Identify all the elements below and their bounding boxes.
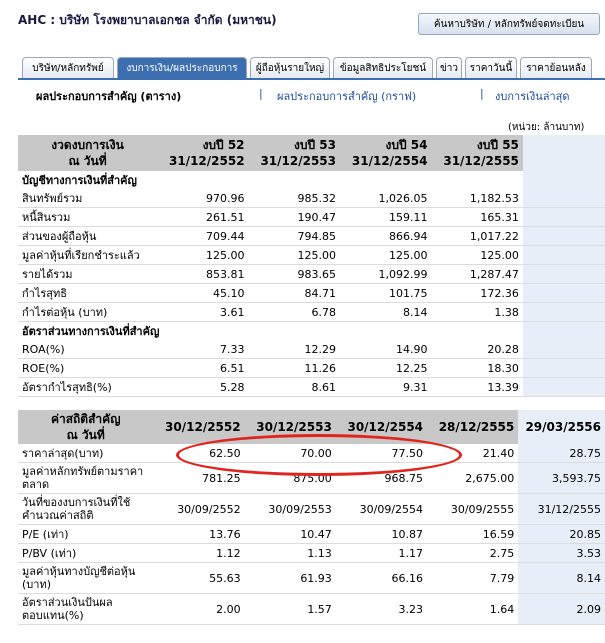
sub-navigation bbox=[0, 87, 605, 103]
subnav-separator: | bbox=[259, 87, 263, 100]
value-cell: 190.47 bbox=[249, 208, 340, 227]
value-cell: 101.75 bbox=[340, 284, 431, 303]
value-cell: 985.32 bbox=[249, 189, 340, 208]
row-label: ROA(%) bbox=[18, 340, 157, 359]
value-cell: 7.33 bbox=[157, 340, 248, 359]
row-label: ราคาล่าสุด(บาท) bbox=[18, 444, 153, 463]
empty-column bbox=[523, 246, 605, 265]
value-cell: 1.38 bbox=[431, 303, 522, 322]
header-label-1: งวดงบการเงิน bbox=[51, 138, 124, 152]
value-cell: 6.51 bbox=[157, 359, 248, 378]
stats-date-header: 30/12/2552 bbox=[153, 410, 244, 444]
stats-date-header: 30/12/2553 bbox=[245, 410, 336, 444]
value-cell: 31/12/2555 bbox=[518, 494, 605, 525]
stats-date-header: 30/12/2554 bbox=[336, 410, 427, 444]
value-cell: 1,026.05 bbox=[340, 189, 431, 208]
value-cell: 13.39 bbox=[431, 378, 522, 397]
table-row bbox=[18, 284, 605, 303]
value-cell: 55.63 bbox=[153, 563, 244, 594]
section-key-ratios bbox=[18, 322, 605, 341]
table-row bbox=[18, 246, 605, 265]
value-cell: 875.00 bbox=[245, 463, 336, 494]
tab-company[interactable]: บริษัท/หลักทรัพย์ bbox=[22, 57, 114, 78]
tab-today-price[interactable]: ราคาวันนี้ bbox=[465, 57, 517, 78]
empty-column bbox=[523, 227, 605, 246]
value-cell: 1.64 bbox=[427, 594, 518, 625]
table-row bbox=[18, 463, 605, 494]
empty-column bbox=[523, 359, 605, 378]
value-cell: 30/09/2554 bbox=[336, 494, 427, 525]
empty-column bbox=[523, 189, 605, 208]
empty-column bbox=[523, 135, 605, 171]
value-cell: 3,593.75 bbox=[518, 463, 605, 494]
row-label: มูลค่าหลักทรัพย์ตามราคาตลาด bbox=[18, 463, 153, 494]
row-label: P/E (เท่า) bbox=[18, 525, 153, 544]
empty-column bbox=[523, 171, 605, 189]
value-cell: 1,092.99 bbox=[340, 265, 431, 284]
empty-column bbox=[523, 303, 605, 322]
value-cell: 1.17 bbox=[336, 544, 427, 563]
value-cell: 3.53 bbox=[518, 544, 605, 563]
empty-column bbox=[523, 340, 605, 359]
value-cell: 28.75 bbox=[518, 444, 605, 463]
table-row bbox=[18, 227, 605, 246]
row-label: ROE(%) bbox=[18, 359, 157, 378]
value-cell: 1,287.47 bbox=[431, 265, 522, 284]
value-cell: 6.78 bbox=[249, 303, 340, 322]
value-cell: 853.81 bbox=[157, 265, 248, 284]
value-cell: 2.09 bbox=[518, 594, 605, 625]
stats-header-row bbox=[18, 410, 605, 444]
tab-underline bbox=[18, 78, 605, 80]
table-row bbox=[18, 189, 605, 208]
subnav-latest-statements-link[interactable]: งบการเงินล่าสุด bbox=[495, 90, 570, 103]
table-row bbox=[18, 563, 605, 594]
value-cell: 11.26 bbox=[249, 359, 340, 378]
value-cell: 8.14 bbox=[340, 303, 431, 322]
empty-column bbox=[523, 322, 605, 341]
value-cell: 30/09/2552 bbox=[153, 494, 244, 525]
unit-label: (หน่วย: ล้านบาท) bbox=[508, 122, 585, 133]
period-date: 31/12/2555 bbox=[443, 154, 519, 168]
table-row bbox=[18, 525, 605, 544]
row-label: วันที่ของงบการเงินที่ใช้คำนวณค่าสถิติ bbox=[18, 494, 153, 525]
value-cell: 20.85 bbox=[518, 525, 605, 544]
value-cell: 172.36 bbox=[431, 284, 522, 303]
value-cell: 20.28 bbox=[431, 340, 522, 359]
row-label: ส่วนของผู้ถือหุ้น bbox=[18, 227, 157, 246]
value-cell: 709.44 bbox=[157, 227, 248, 246]
period-header-cell bbox=[157, 135, 248, 171]
value-cell: 13.76 bbox=[153, 525, 244, 544]
row-label: กำไรสุทธิ bbox=[18, 284, 157, 303]
period-header-cell bbox=[340, 135, 431, 171]
stats-date-header: 28/12/2555 bbox=[427, 410, 518, 444]
table-row bbox=[18, 340, 605, 359]
value-cell: 125.00 bbox=[157, 246, 248, 265]
tab-financials[interactable]: งบการเงิน/ผลประกอบการ bbox=[117, 57, 247, 78]
row-label: มูลค่าหุ้นทางบัญชีต่อหุ้น (บาท) bbox=[18, 563, 153, 594]
period-header-cell bbox=[431, 135, 522, 171]
row-label: P/BV (เท่า) bbox=[18, 544, 153, 563]
value-cell: 45.10 bbox=[157, 284, 248, 303]
company-title: AHC : บริษัท โรงพยาบาลเอกชล จำกัด (มหาชน) bbox=[18, 13, 277, 27]
table-row bbox=[18, 265, 605, 284]
value-cell: 781.25 bbox=[153, 463, 244, 494]
value-cell: 983.65 bbox=[249, 265, 340, 284]
value-cell: 70.00 bbox=[245, 444, 336, 463]
value-cell: 14.90 bbox=[340, 340, 431, 359]
value-cell: 1.57 bbox=[245, 594, 336, 625]
period-date: 31/12/2552 bbox=[168, 154, 245, 168]
table-row bbox=[18, 594, 605, 625]
period-date: 31/12/2553 bbox=[260, 154, 336, 168]
value-cell: 125.00 bbox=[431, 246, 522, 265]
financial-table bbox=[18, 135, 605, 397]
value-cell: 12.29 bbox=[249, 340, 340, 359]
value-cell: 30/09/2555 bbox=[427, 494, 518, 525]
subnav-separator: | bbox=[480, 87, 484, 100]
value-cell: 794.85 bbox=[249, 227, 340, 246]
table-row bbox=[18, 544, 605, 563]
empty-column bbox=[523, 284, 605, 303]
value-cell: 125.00 bbox=[249, 246, 340, 265]
value-cell: 2.75 bbox=[427, 544, 518, 563]
value-cell: 7.79 bbox=[427, 563, 518, 594]
empty-column bbox=[523, 265, 605, 284]
tab-news[interactable]: ข่าว bbox=[436, 57, 462, 78]
table-row bbox=[18, 208, 605, 227]
value-cell: 8.61 bbox=[249, 378, 340, 397]
value-cell: 970.96 bbox=[157, 189, 248, 208]
value-cell: 1,182.53 bbox=[431, 189, 522, 208]
subnav-graph-link[interactable]: ผลประกอบการสำคัญ (กราฟ) bbox=[277, 90, 417, 103]
value-cell: 8.14 bbox=[518, 563, 605, 594]
value-cell: 3.23 bbox=[336, 594, 427, 625]
row-label: อัตรากำไรสุทธิ(%) bbox=[18, 378, 157, 397]
value-cell: 9.31 bbox=[340, 378, 431, 397]
table-row bbox=[18, 494, 605, 525]
header-label-cell bbox=[18, 410, 153, 444]
value-cell: 1.13 bbox=[245, 544, 336, 563]
search-company-button[interactable]: ค้นหาบริษัท / หลักทรัพย์จดทะเบียน bbox=[418, 13, 600, 35]
table-row bbox=[18, 359, 605, 378]
period-date: 31/12/2554 bbox=[351, 154, 428, 168]
value-cell: 165.31 bbox=[431, 208, 522, 227]
row-label: กำไรต่อหุ้น (บาท) bbox=[18, 303, 157, 322]
tab-historical-price[interactable]: ราคาย้อนหลัง bbox=[520, 57, 592, 78]
header-label-2: ณ วันที่ bbox=[68, 154, 107, 168]
value-cell: 21.40 bbox=[427, 444, 518, 463]
value-cell: 84.71 bbox=[249, 284, 340, 303]
value-cell: 16.59 bbox=[427, 525, 518, 544]
value-cell: 3.61 bbox=[157, 303, 248, 322]
tab-benefits[interactable]: ข้อมูลสิทธิประโยชน์ bbox=[333, 57, 433, 78]
value-cell: 61.93 bbox=[245, 563, 336, 594]
value-cell: 1.12 bbox=[153, 544, 244, 563]
table-row bbox=[18, 444, 605, 463]
value-cell: 1,017.22 bbox=[431, 227, 522, 246]
value-cell: 5.28 bbox=[157, 378, 248, 397]
tab-bar bbox=[22, 57, 595, 78]
value-cell: 2,675.00 bbox=[427, 463, 518, 494]
section-title: บัญชีทางการเงินที่สำคัญ bbox=[22, 174, 137, 187]
row-label: หนี้สินรวม bbox=[18, 208, 157, 227]
empty-column bbox=[523, 208, 605, 227]
value-cell: 968.75 bbox=[336, 463, 427, 494]
value-cell: 77.50 bbox=[336, 444, 427, 463]
row-label: อัตราส่วนเงินปันผลตอบแทน(%) bbox=[18, 594, 153, 625]
period-year: งบปี 52 bbox=[202, 138, 245, 152]
period-year: งบปี 54 bbox=[385, 138, 428, 152]
tab-major-shareholders[interactable]: ผู้ถือหุ้นรายใหญ่ bbox=[250, 57, 330, 78]
header-label-cell bbox=[18, 135, 157, 171]
period-year: งบปี 55 bbox=[476, 138, 519, 152]
value-cell: 125.00 bbox=[340, 246, 431, 265]
table-row bbox=[18, 378, 605, 397]
period-year: งบปี 53 bbox=[294, 138, 336, 152]
period-header-cell bbox=[249, 135, 340, 171]
value-cell: 30/09/2553 bbox=[245, 494, 336, 525]
table-row bbox=[18, 303, 605, 322]
row-label: รายได้รวม bbox=[18, 265, 157, 284]
subnav-table-active: ผลประกอบการสำคัญ (ตาราง) bbox=[36, 90, 182, 103]
value-cell: 10.87 bbox=[336, 525, 427, 544]
statistics-table bbox=[18, 410, 605, 625]
value-cell: 18.30 bbox=[431, 359, 522, 378]
value-cell: 62.50 bbox=[153, 444, 244, 463]
section-title: อัตราส่วนทางการเงินที่สำคัญ bbox=[22, 325, 160, 338]
row-label: มูลค่าหุ้นที่เรียกชำระแล้ว bbox=[18, 246, 157, 265]
value-cell: 866.94 bbox=[340, 227, 431, 246]
value-cell: 159.11 bbox=[340, 208, 431, 227]
stats-header-label-1: ค่าสถิติสำคัญ bbox=[50, 412, 121, 426]
value-cell: 2.00 bbox=[153, 594, 244, 625]
stats-date-header: 29/03/2556 bbox=[518, 410, 605, 444]
row-label: สินทรัพย์รวม bbox=[18, 189, 157, 208]
value-cell: 12.25 bbox=[340, 359, 431, 378]
stats-header-label-2: ณ วันที่ bbox=[66, 428, 105, 442]
section-key-accounts bbox=[18, 171, 605, 189]
value-cell: 261.51 bbox=[157, 208, 248, 227]
value-cell: 10.47 bbox=[245, 525, 336, 544]
empty-column bbox=[523, 378, 605, 397]
financial-header-row bbox=[18, 135, 605, 171]
value-cell: 66.16 bbox=[336, 563, 427, 594]
